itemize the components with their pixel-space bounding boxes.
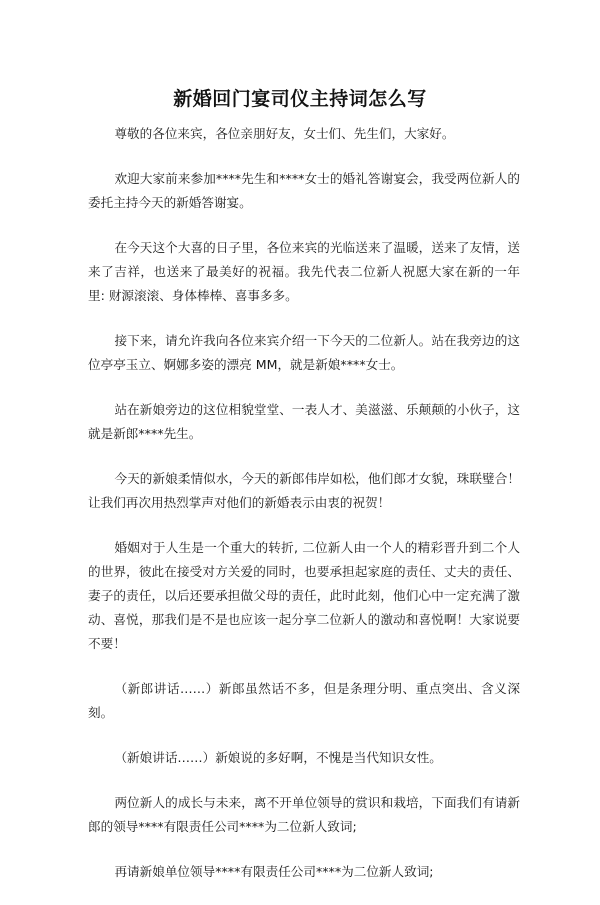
paragraph-bride-leader: 再请新娘单位领导****有限责任公司****为二位新人致词; <box>114 864 434 879</box>
paragraph-introduce-bride: 接下来，请允许我向各位来宾介绍一下今天的二位新人。站在我旁边的这位亭亭玉立、婀娜多姿的漂亮 MM，就是新娘****女士。 <box>88 333 520 372</box>
paragraph-introduce-groom: 站在新娘旁边的这位相貌堂堂、一表人才、美滋滋、乐颠颠的小伙子，这就是新郎****先生。 <box>88 402 520 441</box>
paragraph-welcome: 欢迎大家前来参加****先生和****女士的婚礼答谢宴会，我受两位新人的委托主持今天的新婚答谢宴。 <box>88 171 520 210</box>
paragraph-congratulations: 今天的新娘柔情似水，今天的新郎伟岸如松，他们郎才女貌，珠联璧合！让我们再次用热烈掌声对他们的新婚表示由衷的祝贺！ <box>88 471 520 510</box>
paragraph-marriage: 婚姻对于人生是一个重大的转折, 二位新人由一个人的精彩晋升到二个人的世界，彼此在接受对方关爱的同时，也要承担起家庭的责任、丈夫的责任、妻子的责任，以后还要承担做父母的责任，此时此刻，他们心中一定充满了激动、喜悦，那我们是不是也应该一起分享二位新人的激动和喜悦啊！大家说要不要！ <box>88 540 520 651</box>
paragraph-greeting: 尊敬的各位来宾，各位亲朋好友，女士们、先生们，大家好。 <box>114 126 455 141</box>
paragraph-groom-speech: （新郎讲话……）新郎虽然话不多，但是条理分明、重点突出、含义深刻。 <box>88 681 520 720</box>
paragraph-bride-speech: （新娘讲话……）新娘说的多好啊，不愧是当代知识女性。 <box>114 750 442 765</box>
document-title: 新婚回门宴司仪主持词怎么写 <box>173 88 427 110</box>
paragraph-groom-leader: 两位新人的成长与未来，离不开单位领导的赏识和栽培，下面我们有请新郎的领导****有限责任公司****为二位新人致词; <box>88 795 520 834</box>
document-body <box>88 122 520 905</box>
paragraph-blessing: 在今天这个大喜的日子里，各位来宾的光临送来了温暖，送来了友情，送来了吉祥，也送来了最美好的祝福。我先代表二位新人祝愿大家在新的一年里: 财源滚滚、身体棒棒、喜事多多。 <box>88 240 520 303</box>
